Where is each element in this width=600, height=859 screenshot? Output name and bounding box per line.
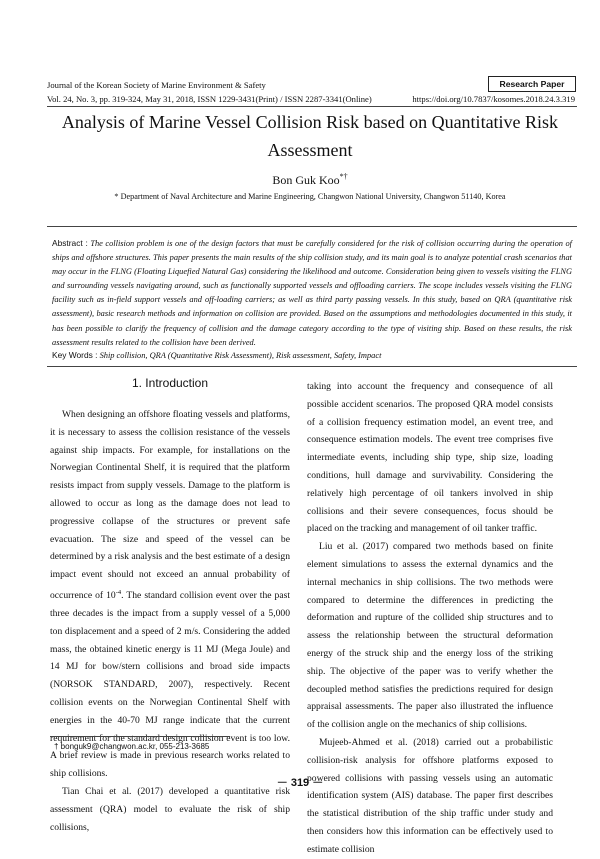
author-text: Bon Guk Koo (272, 173, 340, 187)
paragraph: Tian Chai et al. (2017) developed a quantitative risk assessment (QRA) model to evaluate the risk of ship collisions, (50, 785, 290, 833)
paragraph: Mujeeb-Ahmed et al. (2018) carried out a probabilistic collision-risk analysis for offshore platforms exposed to powered collisions with passing vessels using an automatic identification system (AIS) database. The paper first describes the statistical distribution of the ship traffic under study and then considers how this information can be effectively used to estimate collision (307, 736, 553, 855)
affiliation: * Department of Naval Architecture and Marine Engineering, Changwon National University, Changwon 51140, Korea (114, 192, 506, 201)
author-mark: *† (339, 172, 348, 181)
footnote-rule (50, 736, 230, 737)
page-number: － 319 － (276, 777, 324, 789)
abstract-bottom-rule (47, 366, 577, 367)
footnote: † bonguk9@changwon.ac.kr, 055-213-3685 (54, 742, 210, 751)
section-heading: 1. Introduction (131, 376, 209, 390)
journal-citation: Vol. 24, No. 3, pp. 319-324, May 31, 2018, ISSN 1229-3431(Print) / ISSN 2287-3341(Online) (47, 94, 372, 104)
abstract-top-rule (47, 226, 577, 227)
paragraph: When designing an offshore floating vessels and platforms, it is necessary to assess the collision resistance of the vessels against ship impacts. For example, for installations on the Norwegian Continental Shelf, it is required that the platform resists impact from supply vessels. Damage to the platform is allowed to occur as long as the damage does not lead to progressive collapse of the structures or prevent safe evacuation. The size and speed of the vessel can be determined by a risk analysis and the best estimate of a design impact event should not exceed an annual probability of occurrence of $10^{-4}$. The standard collision event over the past three decades is the impact from a supply vessel of a 5,000 ton displacement and a speed of 2 m/s. Considering the added mass, the obtained kinetic energy is 11 MJ (Mega Joule) and 14 MJ for bow/stern collisions and broad side impacts (NORSOK STANDARD, 2007), respectively. Recent collision events on the Norwegian Continental Shelf with energies in the 40-70 MJ range indicate that the current requirement for the standard design collision event is too low. A brief review is made in previous research works related to ship collisions. (50, 409, 290, 780)
paper-title: Analysis of Marine Vessel Collision Risk based on Quantitative Risk Assessment (61, 112, 559, 160)
exponent: -4 (115, 588, 122, 596)
left-column (50, 406, 290, 836)
header-rule (47, 106, 577, 107)
paragraph: taking into account the frequency and consequence of all possible accident scenarios. The proposed QRA model consists of a collision frequency estimation model, an event tree, and consequence estimation models. The event tree comprises five intermediate events, including ship type, ship size, loading conditions, hull damage and survivability. Considering the relatively high percentage of oil tankers involved in ship collisions and their severe consequences, focus should be placed on the tracking and management of oil tanker traffic. (307, 381, 553, 535)
abstract-text: The collision problem is one of the design factors that must be carefully considered for the risk of collision occurring during the operation of ships and offshore structures. This paper presents the main results of the ship collision study, and its main goal is to analyze potential crash scenarios that may occur in the FLNG (Floating Liquefied Natural Gas) considering the likelihood and outcome. Consideration being given to vessels visiting the FLNG and surrounding vessels navigating around, such as functionally supported vessels and offloading carriers. The scope includes vessels visiting the FLNG facility such as in-field support vessels and off-loading carriers; as well as third party passing vessels. In this study, based on QRA (quantitative risk assessment), basic research methods and information on collision are provided. Based on the assumptions and methodologies documented in this study, it has been possible to clarify the frequency of collision and the damage category according to the type of visiting ship. Based on these results, the risk assessment results related to the collision have been derived. (52, 239, 572, 347)
paragraph: Liu et al. (2017) compared two methods based on finite element simulations to assess the external dynamics and the internal mechanics in ship collisions. The two methods were compared to determine the differences in predicting the deformation and rupture of the collided ship structures and to assess the relationship between the structural deformation energy of the struck ship and the energy loss of the striking ship. The objective of the paper was to verify whether the decoupled method satisfies the predictions required for design appraisal assessments. The paper also illustrated the influence of the collision angle on the mechanics of ship collisions. (307, 541, 553, 731)
keywords-label: Key Words : (52, 350, 98, 360)
abstract-label: Abstract : (52, 238, 88, 248)
doi-link[interactable]: https://doi.org/10.7837/kosomes.2018.24.3.319 (412, 94, 575, 104)
abstract (52, 236, 572, 350)
keywords (52, 350, 572, 360)
journal-name: Journal of the Korean Society of Marine Environment & Safety (47, 80, 266, 90)
paper-type-badge: Research Paper (488, 76, 576, 92)
keywords-text: Ship collision, QRA (Quantitative Risk Assessment), Risk assessment, Safety, Impact (99, 351, 382, 360)
author-name (40, 172, 580, 188)
